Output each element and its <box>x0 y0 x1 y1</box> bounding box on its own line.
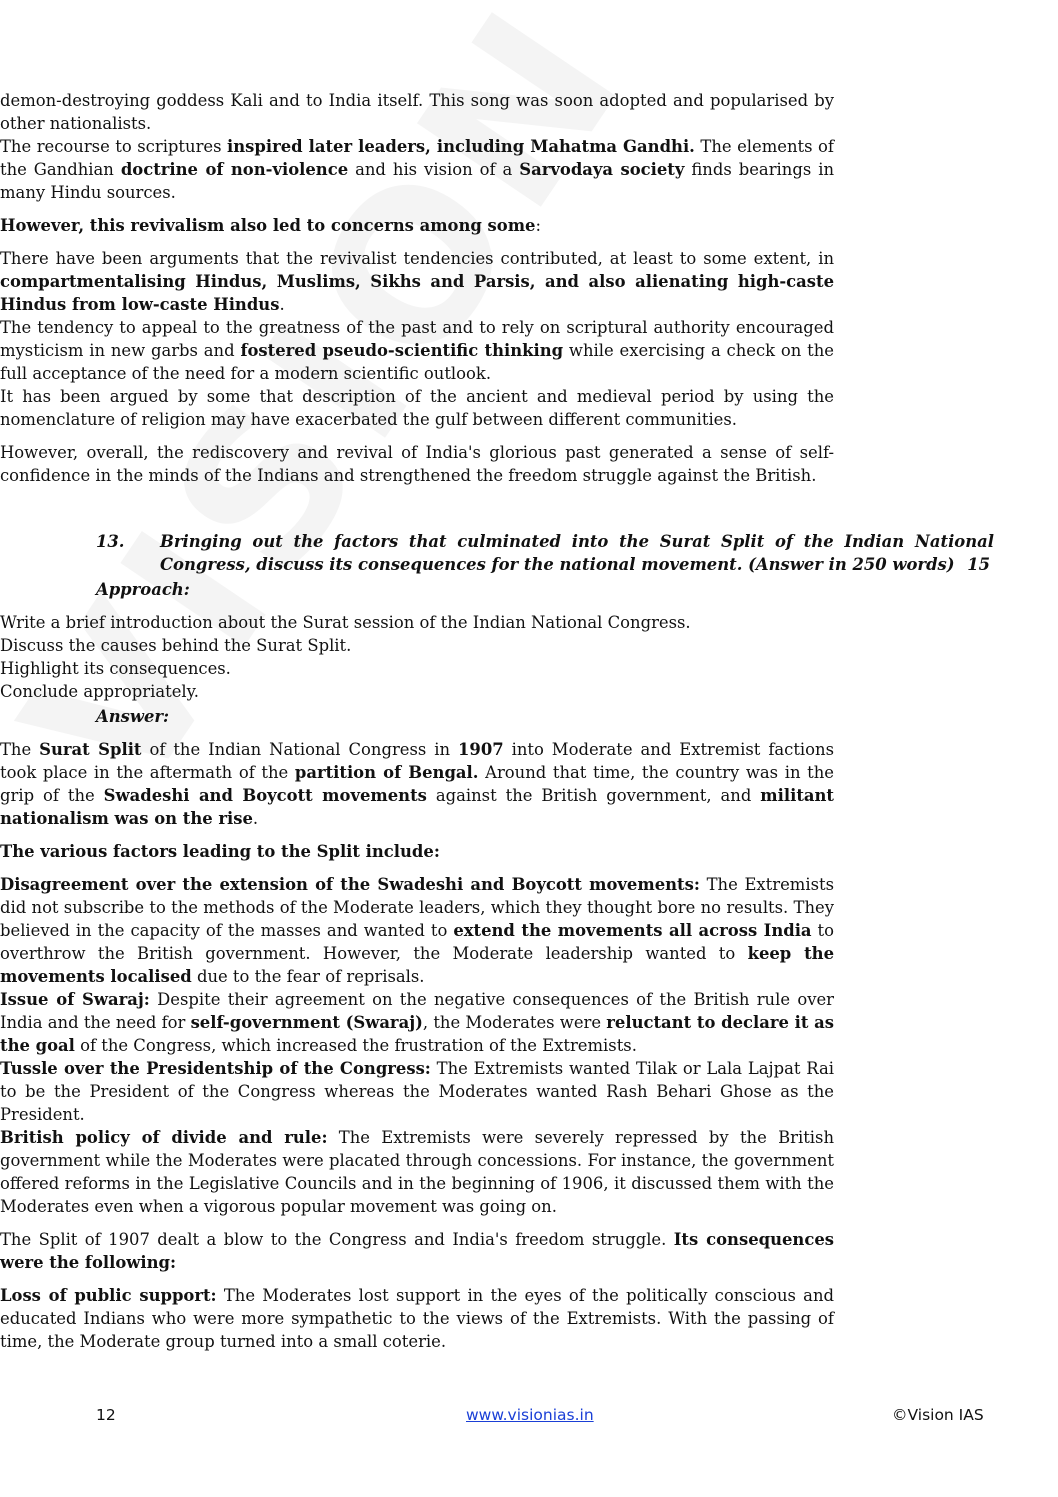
intro-bullets <box>0 89 834 204</box>
question-marks: 15 <box>967 555 990 574</box>
list-item: Tussle over the Presidentship of the Congress: The Extremists wanted Tilak or Lala Lajpat Rai to be the President of the Congress whereas the Moderates wanted Rash Behari Ghose as the President. <box>0 1059 834 1124</box>
page-content <box>0 89 1058 1353</box>
list-item: It has been argued by some that description of the ancient and medieval period by using the nomenclature of religion may have exacerbated the gulf between different communities. <box>0 387 834 429</box>
question-13 <box>96 530 994 576</box>
list-item: There have been arguments that the revivalist tendencies contributed, at least to some extent, in compartmentalising Hindus, Muslims, Sikhs and Parsis, and also alienating high-caste Hindus from low-caste Hindus. <box>0 249 834 314</box>
factors-heading: The various factors leading to the Split include: <box>0 842 440 861</box>
bullet-continuation: demon-destroying goddess Kali and to India itself. This song was soon adopted and popularised by other nationalists. <box>0 91 834 133</box>
list-item: British policy of divide and rule: The Extremists were severely repressed by the British government while the Moderates were placated through concessions. For instance, the government offered reforms in the Legislative Councils and in the beginning of 1906, it discussed them with the Moderates even when a vigorous popular movement was going on. <box>0 1128 835 1216</box>
approach-label: Approach: <box>96 580 190 599</box>
answer-label: Answer: <box>96 707 170 726</box>
copyright: ©Vision IAS <box>892 1406 984 1424</box>
list-item: Conclude appropriately. <box>0 682 199 701</box>
approach-list <box>0 611 834 703</box>
page-footer <box>0 1404 1058 1428</box>
list-item: The tendency to appeal to the greatness of the past and to rely on scriptural authority encouraged mysticism in new garbs and fostered pseudo-scientific thinking while exercising a check on the full acceptance of the need for a modern scientific outlook. <box>0 318 834 383</box>
list-item: Write a brief introduction about the Surat session of the Indian National Congress. <box>0 613 691 632</box>
consequences-intro: The Split of 1907 dealt a blow to the Congress and India's freedom struggle. Its consequences were the following: <box>0 1230 834 1272</box>
website-link[interactable]: www.visionias.in <box>466 1406 594 1424</box>
consequences-list <box>0 1284 834 1353</box>
list-item: Issue of Swaraj: Despite their agreement on the negative consequences of the British rule over India and the need for self-government (Swaraj), the Moderates were reluctant to declare it as the goal of the Congress, which increased the frustration of the Extremists. <box>0 990 835 1055</box>
list-item: Highlight its consequences. <box>0 659 231 678</box>
list-item: Discuss the causes behind the Surat Split. <box>0 636 352 655</box>
list-item <box>0 89 834 135</box>
question-number: 13. <box>96 532 125 551</box>
concerns-conclusion: However, overall, the rediscovery and revival of India's glorious past generated a sense of self-confidence in the minds of the Indians and strengthened the freedom struggle against the British. <box>0 443 834 485</box>
list-item: The recourse to scriptures inspired later leaders, including Mahatma Gandhi. The elements of the Gandhian doctrine of non-violence and his vision of a Sarvodaya society finds bearings in many Hindu sources. <box>0 137 835 202</box>
concerns-bullets <box>0 247 834 431</box>
factors-list <box>0 873 834 1218</box>
list-item: Disagreement over the extension of the Swadeshi and Boycott movements: The Extremists did not subscribe to the methods of the Moderate leaders, which they thought bore no results. They believed in the capacity of the masses and wanted to extend the movements all across India to overthrow the British government. However, the Moderate leadership wanted to keep the movements localised due to the fear of reprisals. <box>0 875 835 986</box>
page-number: 12 <box>96 1406 116 1424</box>
list-item: Loss of public support: The Moderates lost support in the eyes of the politically conscious and educated Indians who were more sympathetic to the views of the Extremists. With the passing of time, the Moderate group turned into a small coterie. <box>0 1286 834 1351</box>
question-text: Bringing out the factors that culminated into the Surat Split of the Indian National Congress, discuss its consequences for the national movement. (Answer in 250 words) <box>160 532 994 574</box>
answer-intro: The Surat Split of the Indian National Congress in 1907 into Moderate and Extremist factions took place in the aftermath of the partition of Bengal. Around that time, the country was in the grip of the Swadeshi and Boycott movements against the British government, and militant nationalism was on the rise. <box>0 740 835 828</box>
concerns-heading: However, this revivalism also led to concerns among some: <box>0 216 542 235</box>
